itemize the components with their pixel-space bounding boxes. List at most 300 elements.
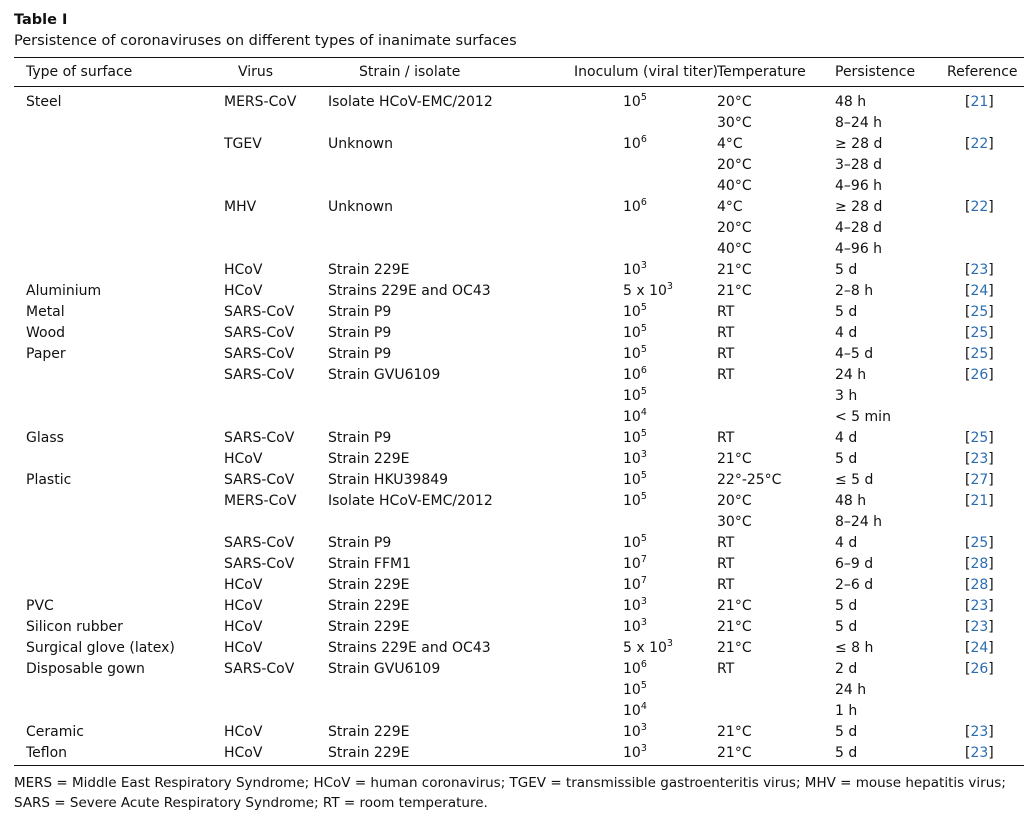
cell-reference [947, 176, 1024, 197]
inoculum-base: 10 [623, 451, 641, 467]
cell-reference [947, 449, 1024, 470]
reference-bracket-close: ] [988, 325, 994, 341]
cell-persistence: 4–96 h [835, 178, 883, 194]
reference-bracket-open: [ [965, 430, 971, 446]
cell-surface: Wood [26, 325, 66, 341]
cell-temperature: 20°C [717, 157, 752, 173]
reference-bracket-open: [ [965, 367, 971, 383]
inoculum-base: 10 [649, 640, 667, 656]
cell-virus: SARS-CoV [224, 325, 295, 341]
cell-virus: MERS-CoV [224, 94, 297, 110]
cell-reference [947, 617, 1024, 638]
cell-surface: Plastic [26, 472, 72, 488]
cell-surface [14, 701, 224, 722]
cell-temperature: 40°C [717, 178, 752, 194]
table-row [14, 155, 1024, 176]
reference-bracket-open: [ [965, 556, 971, 572]
cell-inoculum [574, 302, 717, 323]
reference-bracket-close: ] [988, 535, 994, 551]
inoculum-exponent: 3 [640, 260, 647, 271]
reference-bracket-close: ] [988, 724, 994, 740]
cell-persistence: 5 d [835, 451, 858, 467]
cell-strain: Strain P9 [328, 430, 392, 446]
cell-persistence: 4–96 h [835, 241, 883, 257]
cell-inoculum [574, 722, 717, 743]
reference-link[interactable]: 23 [970, 724, 989, 740]
table-row [14, 533, 1024, 554]
reference-bracket-open: [ [965, 745, 971, 761]
header-strain: Strain / isolate [328, 58, 574, 87]
cell-temperature: RT [717, 661, 735, 677]
table-header-row [14, 58, 1024, 87]
inoculum-base: 10 [623, 430, 641, 446]
cell-strain: Unknown [328, 136, 393, 152]
inoculum-base: 10 [623, 136, 641, 152]
reference-bracket-close: ] [988, 430, 994, 446]
cell-virus [224, 218, 328, 239]
cell-virus: SARS-CoV [224, 304, 295, 320]
table-footnote [14, 773, 1010, 813]
cell-strain: Strain 229E [328, 577, 410, 593]
reference-link[interactable]: 22 [970, 136, 989, 152]
reference-link[interactable]: 25 [970, 430, 989, 446]
reference-link[interactable]: 23 [970, 745, 989, 761]
inoculum-exponent: 7 [640, 575, 647, 586]
cell-strain [328, 239, 574, 260]
table-row [14, 596, 1024, 617]
reference-bracket-close: ] [988, 346, 994, 362]
cell-strain [328, 701, 574, 722]
cell-inoculum [574, 701, 717, 722]
inoculum-base: 10 [623, 535, 641, 551]
table-row [14, 134, 1024, 155]
reference-bracket-close: ] [988, 577, 994, 593]
reference-link[interactable]: 23 [970, 598, 989, 614]
cell-inoculum [574, 554, 717, 575]
inoculum-exponent: 3 [640, 617, 647, 628]
reference-bracket-open: [ [965, 619, 971, 635]
cell-inoculum [574, 533, 717, 554]
cell-reference [947, 659, 1024, 680]
reference-link[interactable]: 28 [970, 577, 989, 593]
table-row [14, 512, 1024, 533]
inoculum-base: 10 [623, 199, 641, 215]
cell-surface: Paper [26, 346, 66, 362]
header-temperature: Temperature [717, 58, 835, 87]
inoculum-exponent: 5 [640, 470, 647, 481]
reference-bracket-close: ] [988, 367, 994, 383]
cell-surface [14, 533, 224, 554]
cell-inoculum [574, 197, 717, 218]
reference-link[interactable]: 23 [970, 262, 989, 278]
reference-bracket-close: ] [988, 640, 994, 656]
inoculum-exponent: 5 [640, 302, 647, 313]
inoculum-exponent: 6 [640, 659, 647, 670]
cell-inoculum [574, 449, 717, 470]
reference-bracket-close: ] [988, 745, 994, 761]
cell-inoculum [574, 134, 717, 155]
reference-bracket-close: ] [988, 556, 994, 572]
cell-virus: HCoV [224, 451, 263, 467]
inoculum-exponent: 5 [640, 386, 647, 397]
cell-virus: HCoV [224, 283, 263, 299]
table-body [14, 87, 1024, 766]
cell-strain [328, 218, 574, 239]
cell-strain [328, 155, 574, 176]
header-reference: Reference [947, 58, 1024, 87]
reference-bracket-open: [ [965, 262, 971, 278]
footnote-line-1: MERS = Middle East Respiratory Syndrome; HCoV = human coronavirus; TGEV = transmissible gastroenteritis virus; MHV = mouse hepatitis virus; [14, 775, 1006, 791]
cell-surface [14, 197, 224, 218]
cell-surface: Aluminium [26, 283, 102, 299]
cell-virus: HCoV [224, 598, 263, 614]
inoculum-base: 10 [623, 304, 641, 320]
cell-inoculum [574, 638, 717, 659]
cell-reference [947, 701, 1024, 722]
table-row [14, 344, 1024, 365]
cell-reference [947, 407, 1024, 428]
cell-strain: Strain 229E [328, 619, 410, 635]
cell-surface [14, 554, 224, 575]
reference-link[interactable]: 25 [970, 304, 989, 320]
cell-surface [14, 680, 224, 701]
cell-temperature: 20°C [717, 94, 752, 110]
table-row [14, 491, 1024, 512]
reference-link[interactable]: 21 [970, 94, 989, 110]
table-row [14, 722, 1024, 743]
reference-bracket-close: ] [988, 619, 994, 635]
inoculum-exponent: 3 [666, 638, 673, 649]
cell-persistence: 2–8 h [835, 283, 874, 299]
inoculum-exponent: 5 [640, 92, 647, 103]
cell-virus: MHV [224, 199, 257, 215]
cell-temperature: 4°C [717, 199, 743, 215]
table-row [14, 302, 1024, 323]
reference-bracket-open: [ [965, 136, 971, 152]
reference-bracket-open: [ [965, 661, 971, 677]
cell-persistence: 4 d [835, 325, 858, 341]
cell-virus [224, 176, 328, 197]
cell-virus [224, 407, 328, 428]
cell-inoculum [574, 344, 717, 365]
cell-surface [14, 218, 224, 239]
reference-link[interactable]: 24 [970, 283, 989, 299]
cell-persistence: 1 h [835, 703, 858, 719]
cell-surface [14, 239, 224, 260]
cell-inoculum [574, 386, 717, 407]
cell-reference [947, 302, 1024, 323]
cell-reference [947, 87, 1024, 114]
cell-virus: MERS-CoV [224, 493, 297, 509]
inoculum-base: 10 [623, 619, 641, 635]
cell-surface [14, 176, 224, 197]
inoculum-base: 10 [623, 703, 641, 719]
cell-inoculum [574, 491, 717, 512]
reference-link[interactable]: 25 [970, 346, 989, 362]
cell-surface [14, 260, 224, 281]
cell-strain: Strain GVU6109 [328, 661, 441, 677]
header-persistence: Persistence [835, 58, 947, 87]
cell-persistence: 8–24 h [835, 115, 883, 131]
cell-strain: Strain GVU6109 [328, 367, 441, 383]
cell-strain: Strain 229E [328, 451, 410, 467]
inoculum-exponent: 6 [640, 134, 647, 145]
cell-virus: SARS-CoV [224, 472, 295, 488]
cell-inoculum [574, 512, 717, 533]
cell-inoculum [574, 680, 717, 701]
cell-persistence: 4–28 d [835, 220, 883, 236]
inoculum-base: 10 [623, 493, 641, 509]
cell-persistence: 4 d [835, 430, 858, 446]
header-virus: Virus [224, 58, 328, 87]
inoculum-exponent: 3 [640, 722, 647, 733]
cell-persistence: 5 d [835, 304, 858, 320]
cell-persistence: ≤ 5 d [835, 472, 874, 488]
cell-reference [947, 491, 1024, 512]
table-row [14, 113, 1024, 134]
cell-reference [947, 428, 1024, 449]
table-row [14, 365, 1024, 386]
cell-temperature [717, 680, 835, 701]
cell-strain: Strain HKU39849 [328, 472, 449, 488]
cell-persistence: 24 h [835, 367, 867, 383]
header-inoculum: Inoculum (viral titer) [574, 58, 717, 87]
cell-inoculum [574, 596, 717, 617]
table-row [14, 260, 1024, 281]
cell-strain: Isolate HCoV-EMC/2012 [328, 94, 493, 110]
reference-link[interactable]: 26 [970, 661, 989, 677]
cell-virus [224, 701, 328, 722]
cell-strain: Strains 229E and OC43 [328, 283, 491, 299]
reference-bracket-close: ] [988, 199, 994, 215]
cell-temperature: 21°C [717, 262, 752, 278]
inoculum-base: 10 [623, 388, 641, 404]
inoculum-base: 10 [623, 367, 641, 383]
cell-strain: Strain 229E [328, 724, 410, 740]
persistence-table [14, 57, 1024, 766]
cell-strain [328, 680, 574, 701]
cell-virus: SARS-CoV [224, 346, 295, 362]
cell-strain: Strain 229E [328, 262, 410, 278]
table-row [14, 680, 1024, 701]
table-row [14, 638, 1024, 659]
table-label: Table I [14, 12, 68, 28]
reference-bracket-open: [ [965, 598, 971, 614]
cell-surface: Disposable gown [26, 661, 145, 677]
cell-temperature: 21°C [717, 283, 752, 299]
cell-virus [224, 155, 328, 176]
cell-surface: Metal [26, 304, 65, 320]
inoculum-exponent: 5 [640, 533, 647, 544]
cell-reference [947, 344, 1024, 365]
cell-persistence: 4 d [835, 535, 858, 551]
cell-inoculum [574, 113, 717, 134]
cell-surface [14, 575, 224, 596]
reference-bracket-close: ] [988, 262, 994, 278]
cell-virus [224, 386, 328, 407]
cell-reference [947, 638, 1024, 659]
reference-link[interactable]: 24 [970, 640, 989, 656]
inoculum-exponent: 5 [640, 428, 647, 439]
inoculum-base: 10 [623, 598, 641, 614]
cell-virus: HCoV [224, 724, 263, 740]
reference-link[interactable]: 25 [970, 325, 989, 341]
cell-reference [947, 533, 1024, 554]
cell-virus: HCoV [224, 743, 328, 766]
cell-persistence: 5 d [835, 619, 858, 635]
inoculum-prefix: 5 x [623, 283, 650, 299]
reference-link[interactable]: 27 [970, 472, 989, 488]
table-row [14, 281, 1024, 302]
cell-strain: Strain P9 [328, 535, 392, 551]
cell-virus: SARS-CoV [224, 661, 295, 677]
cell-reference [947, 281, 1024, 302]
inoculum-base: 10 [623, 556, 641, 572]
reference-bracket-open: [ [965, 577, 971, 593]
reference-link[interactable]: 28 [970, 556, 989, 572]
reference-link[interactable]: 22 [970, 199, 989, 215]
cell-reference [947, 155, 1024, 176]
cell-temperature: 21°C [717, 598, 752, 614]
cell-temperature: 21°C [717, 640, 752, 656]
cell-virus: SARS-CoV [224, 535, 295, 551]
cell-reference [947, 596, 1024, 617]
cell-temperature: 21°C [717, 743, 835, 766]
cell-persistence: 3 h [835, 388, 858, 404]
cell-persistence: 2–6 d [835, 577, 874, 593]
cell-persistence: 5 d [835, 724, 858, 740]
cell-temperature: RT [717, 577, 735, 593]
cell-virus: SARS-CoV [224, 367, 295, 383]
cell-temperature: RT [717, 346, 735, 362]
cell-persistence: 48 h [835, 493, 867, 509]
cell-persistence: 3–28 d [835, 157, 883, 173]
reference-bracket-close: ] [988, 472, 994, 488]
inoculum-base: 10 [623, 262, 641, 278]
table-caption: Persistence of coronaviruses on different types of inanimate surfaces [14, 33, 517, 49]
inoculum-base: 10 [623, 661, 641, 677]
footnote-line-2: SARS = Severe Acute Respiratory Syndrome; RT = room temperature. [14, 795, 488, 811]
cell-temperature [717, 407, 835, 428]
cell-inoculum [574, 428, 717, 449]
cell-inoculum [574, 617, 717, 638]
cell-strain: Strain 229E [328, 598, 410, 614]
inoculum-exponent: 3 [666, 281, 673, 292]
cell-reference [947, 575, 1024, 596]
inoculum-exponent: 4 [640, 701, 647, 712]
cell-temperature: RT [717, 430, 735, 446]
table-row [14, 701, 1024, 722]
reference-bracket-close: ] [988, 598, 994, 614]
cell-virus: HCoV [224, 619, 263, 635]
cell-reference [947, 218, 1024, 239]
reference-bracket-open: [ [965, 451, 971, 467]
reference-bracket-open: [ [965, 535, 971, 551]
inoculum-exponent: 4 [640, 407, 647, 418]
table-row [14, 407, 1024, 428]
cell-persistence: 4–5 d [835, 346, 874, 362]
cell-virus [224, 512, 328, 533]
cell-persistence: < 5 min [835, 409, 891, 425]
table-row [14, 743, 1024, 766]
inoculum-exponent: 6 [640, 197, 647, 208]
cell-strain: Strain FFM1 [328, 556, 412, 572]
reference-bracket-close: ] [988, 136, 994, 152]
reference-bracket-close: ] [988, 661, 994, 677]
table-row [14, 239, 1024, 260]
cell-reference [947, 365, 1024, 386]
reference-link[interactable]: 23 [970, 451, 989, 467]
cell-surface: Silicon rubber [26, 619, 123, 635]
inoculum-exponent: 6 [640, 365, 647, 376]
cell-temperature: 21°C [717, 619, 752, 635]
cell-persistence: 6–9 d [835, 556, 874, 572]
cell-surface [14, 407, 224, 428]
cell-inoculum [574, 218, 717, 239]
inoculum-exponent: 3 [640, 596, 647, 607]
table-row [14, 323, 1024, 344]
table-row [14, 617, 1024, 638]
table-row [14, 428, 1024, 449]
cell-temperature [717, 701, 835, 722]
cell-inoculum [574, 575, 717, 596]
reference-link[interactable]: 23 [970, 619, 989, 635]
cell-virus [224, 239, 328, 260]
cell-temperature: 20°C [717, 220, 752, 236]
cell-surface: Steel [26, 94, 62, 110]
cell-persistence: ≥ 28 d [835, 136, 883, 152]
reference-bracket-open: [ [965, 283, 971, 299]
cell-persistence: 2 d [835, 661, 858, 677]
cell-temperature: 30°C [717, 514, 752, 530]
table-row [14, 218, 1024, 239]
cell-inoculum [574, 281, 717, 302]
cell-inoculum [574, 323, 717, 344]
table-row [14, 386, 1024, 407]
inoculum-base: 10 [623, 745, 641, 761]
inoculum-base: 10 [623, 346, 641, 362]
reference-link[interactable]: 21 [970, 493, 989, 509]
inoculum-base: 10 [649, 283, 667, 299]
reference-bracket-open: [ [965, 325, 971, 341]
cell-persistence: 24 h [835, 682, 867, 698]
inoculum-base: 10 [623, 724, 641, 740]
inoculum-exponent: 5 [640, 323, 647, 334]
reference-bracket-close: ] [988, 451, 994, 467]
table-row [14, 470, 1024, 491]
inoculum-exponent: 5 [640, 491, 647, 502]
cell-strain [328, 113, 574, 134]
cell-reference [947, 134, 1024, 155]
cell-persistence: 5 d [835, 262, 858, 278]
cell-inoculum [574, 176, 717, 197]
reference-bracket-open: [ [965, 640, 971, 656]
cell-surface: PVC [26, 598, 54, 614]
reference-link[interactable]: 25 [970, 535, 989, 551]
inoculum-exponent: 3 [640, 743, 647, 754]
inoculum-base: 10 [623, 472, 641, 488]
reference-bracket-close: ] [988, 304, 994, 320]
reference-link[interactable]: 26 [970, 367, 989, 383]
reference-bracket-open: [ [965, 493, 971, 509]
inoculum-exponent: 7 [640, 554, 647, 565]
cell-surface [14, 386, 224, 407]
cell-strain: Isolate HCoV-EMC/2012 [328, 493, 493, 509]
reference-bracket-close: ] [988, 283, 994, 299]
cell-surface: Surgical glove (latex) [26, 640, 175, 656]
cell-surface: Teflon [14, 743, 224, 766]
inoculum-base: 10 [623, 94, 641, 110]
